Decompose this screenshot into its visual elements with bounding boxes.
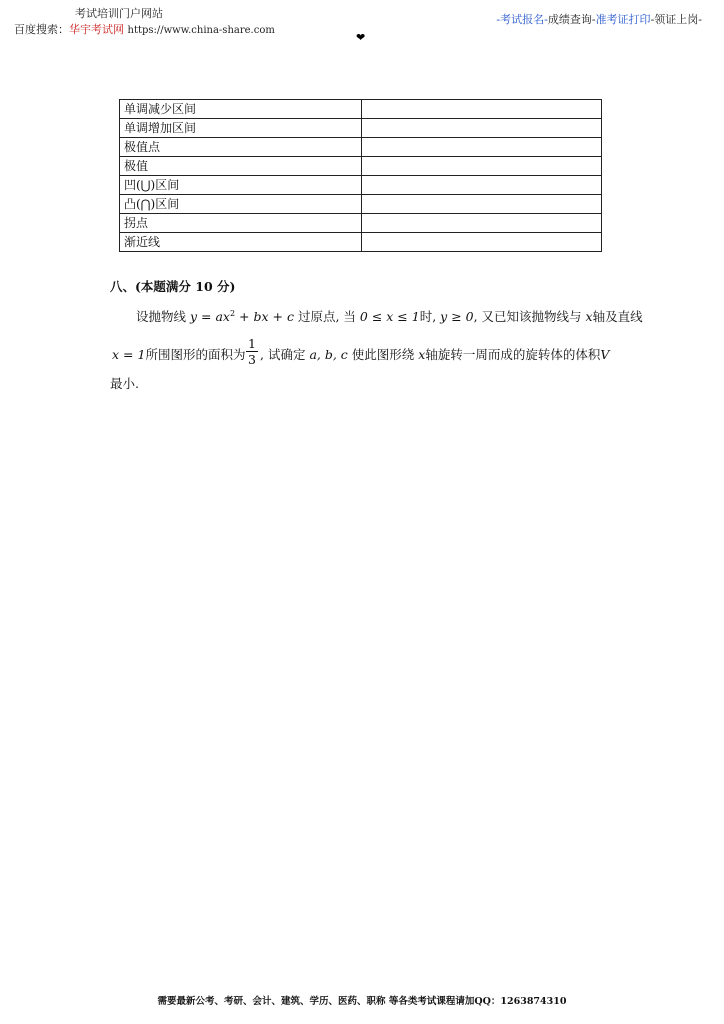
fraction-numerator: 1 (246, 336, 258, 352)
row-answer-cell (362, 214, 602, 233)
problem-line-1 (136, 307, 643, 325)
equation-parabola: y = ax (190, 309, 230, 324)
header-links (496, 11, 702, 27)
text-segment: 设抛物线 (136, 309, 187, 324)
exponent: 2 (229, 308, 236, 318)
text-segment: 过原点, 当 (297, 309, 356, 324)
site-name: 考试培训门户网站 (75, 7, 163, 20)
search-prefix: 百度搜索： (14, 23, 69, 36)
row-answer-cell (362, 157, 602, 176)
text-segment: 轴旋转一周而成的旋转体的体积 (425, 347, 601, 362)
text-segment: 使此图形绕 (351, 347, 415, 362)
problem-line-3: 最小. (110, 376, 139, 391)
equation-parabola-tail: + bx + c (235, 309, 294, 324)
inequality-y: y ≥ 0 (440, 309, 474, 324)
table-row (120, 214, 602, 233)
search-brand-link[interactable]: 华宇考试网 (69, 23, 124, 36)
row-label: 凹(⋃)区间 (120, 176, 362, 195)
row-label: 单调减少区间 (120, 100, 362, 119)
table-row (120, 138, 602, 157)
row-answer-cell (362, 138, 602, 157)
table-row (120, 157, 602, 176)
link-score-query[interactable]: 成绩查询- (547, 13, 596, 26)
table-row (120, 119, 602, 138)
equation-line-x1: x = 1 (112, 347, 146, 362)
row-label: 渐近线 (120, 233, 362, 252)
text-segment: 时, (419, 309, 437, 324)
table-row (120, 176, 602, 195)
fraction-one-third (246, 336, 258, 367)
fraction-denominator: 3 (248, 352, 256, 367)
function-properties-table (119, 99, 602, 252)
row-label: 凸(⋂)区间 (120, 195, 362, 214)
row-answer-cell (362, 119, 602, 138)
problem-line-2-left (112, 345, 245, 363)
text-segment: , 又已知该抛物线与 (473, 309, 582, 324)
row-answer-cell (362, 176, 602, 195)
table-row (120, 195, 602, 214)
problem-line-2-right (260, 345, 609, 363)
variable-x: x (418, 347, 426, 362)
row-answer-cell (362, 195, 602, 214)
variables-abc: a, b, c (309, 347, 348, 362)
row-label: 极值 (120, 157, 362, 176)
text-segment: , 试确定 (260, 347, 306, 362)
link-certificate[interactable]: -领证上岗- (650, 13, 702, 26)
row-label: 极值点 (120, 138, 362, 157)
row-answer-cell (362, 100, 602, 119)
footer-ad: 需要最新公考、考研、会计、建筑、学历、医药、职称 等各类考试课程请加QQ：1263874310 (157, 996, 567, 1007)
problem-title: 八、(本题满分 10 分) (110, 279, 236, 294)
row-label: 拐点 (120, 214, 362, 233)
row-label: 单调增加区间 (120, 119, 362, 138)
site-url-link[interactable]: https://www.china-share.com (127, 25, 275, 36)
row-answer-cell (362, 233, 602, 252)
search-hint (14, 21, 275, 37)
heart-icon: ❤ (356, 31, 366, 44)
inequality-x-range: 0 ≤ x ≤ 1 (359, 309, 420, 324)
table-row (120, 233, 602, 252)
text-segment: 轴及直线 (592, 309, 643, 324)
variable-volume: V (600, 347, 610, 362)
table-row (120, 100, 602, 119)
text-segment: 所围图形的面积为 (145, 347, 246, 362)
link-exam-registration[interactable]: -考试报名- (496, 13, 548, 26)
link-admission-ticket[interactable]: 准考证打印 (595, 13, 651, 26)
variable-x: x (585, 309, 593, 324)
